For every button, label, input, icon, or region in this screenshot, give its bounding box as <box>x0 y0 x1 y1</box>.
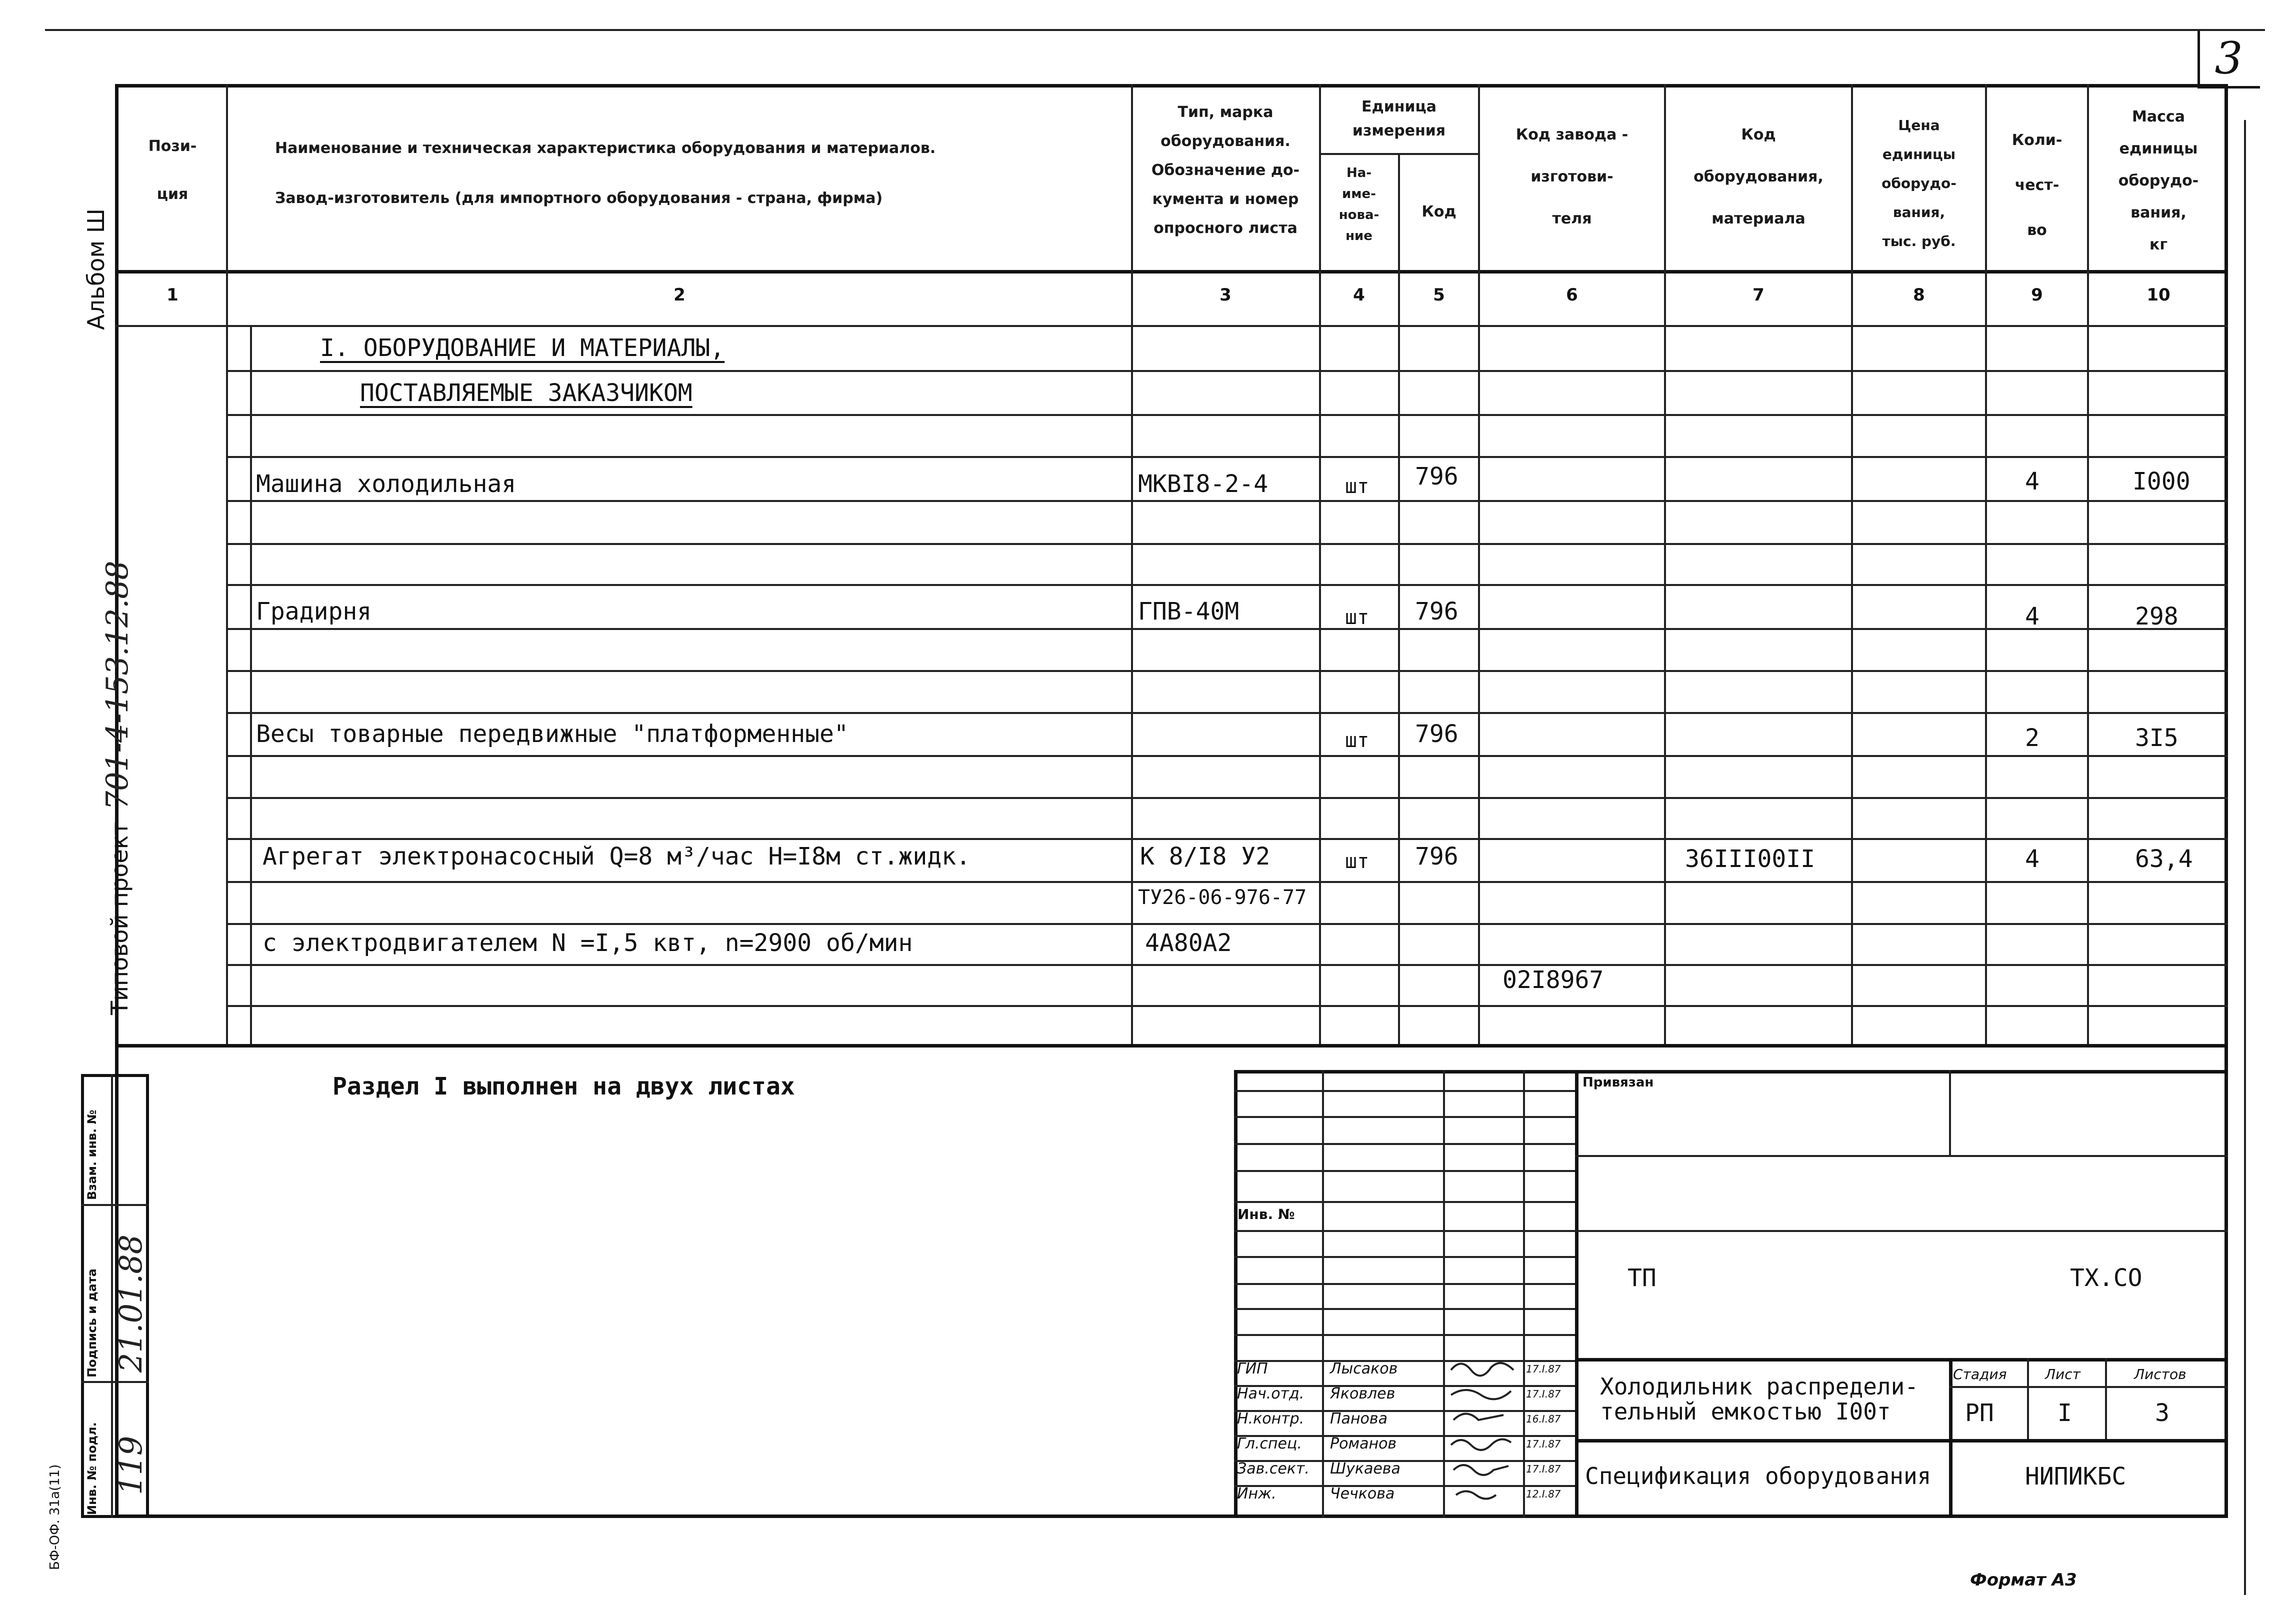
row4-type: К 8/I8 У2 <box>1140 842 1270 870</box>
table-row-line <box>226 370 2228 372</box>
row3-qty: 2 <box>2025 724 2040 752</box>
inv-row-line <box>1575 1230 2228 1232</box>
header-price: Цена единицы оборудо- вания, тыс. руб. <box>1882 117 1956 250</box>
row4-tu: ТУ26-06-976-77 <box>1138 886 1307 909</box>
stamp-title-2: тельный емкостью I00т <box>1600 1398 1891 1425</box>
row6-factory-code: 02I8967 <box>1502 966 1604 994</box>
role-1: ГИП <box>1237 1360 1268 1378</box>
stage-col-1 <box>2027 1358 2029 1439</box>
format-label: Формат А3 <box>1970 1570 2077 1590</box>
inv-podl-label: Инв. № подл. <box>85 1422 99 1515</box>
row4-qty: 4 <box>2025 845 2040 873</box>
row4-equip-code: 36III00II <box>1685 845 1816 873</box>
name-5: Шукаева <box>1330 1460 1400 1478</box>
colnum-7: 7 <box>1752 285 1764 305</box>
table-row-line <box>226 628 2228 630</box>
album-label: Альбом Ш <box>82 208 110 330</box>
table-row-line <box>226 584 2228 586</box>
table-row-line <box>226 755 2228 757</box>
row1-qty: 4 <box>2025 468 2040 496</box>
row2-qty: 4 <box>2025 602 2040 630</box>
form-code: БФ-ОФ. 31а(11) <box>48 1464 62 1570</box>
header-unit-code: Код <box>1422 203 1456 220</box>
header-qty: Коли- чест- во <box>2012 132 2062 239</box>
header-name-1: Наименование и техническая характеристика оборудования и материалов. <box>275 140 936 157</box>
privyazan-bottom <box>1575 1155 2228 1157</box>
date-4: 17.I.87 <box>1526 1438 1561 1450</box>
row2-mass: 298 <box>2135 602 2178 630</box>
stamp-title-3: Спецификация оборудования <box>1585 1462 1932 1490</box>
vzam-label: Взам. инв. № <box>85 1110 99 1200</box>
privyazan-label: Привязан <box>1582 1075 1654 1090</box>
table-row-line <box>226 881 2228 883</box>
colnum-5: 5 <box>1433 285 1445 305</box>
stage-col-2 <box>2105 1358 2107 1439</box>
colnum-9: 9 <box>2031 285 2043 305</box>
row3-mass: 3I5 <box>2135 724 2178 752</box>
table-row-line <box>226 500 2228 502</box>
stage-label: Стадия <box>1953 1366 2007 1382</box>
row3-code: 796 <box>1415 720 1458 748</box>
row2-code: 796 <box>1415 598 1458 626</box>
sheets-value: 3 <box>2155 1399 2170 1427</box>
section-title-2: ПОСТАВЛЯЕМЫЕ ЗАКАЗЧИКОМ <box>360 379 692 407</box>
colnum-bottom-line <box>115 325 2228 327</box>
row2-name: Градирня <box>256 598 372 626</box>
colnum-3: 3 <box>1220 285 1232 305</box>
row4-code: 796 <box>1415 842 1458 870</box>
row1-code: 796 <box>1415 462 1458 490</box>
row1-mass: I000 <box>2132 468 2190 496</box>
right-edge-line <box>2244 120 2246 1595</box>
stamp-row-line <box>1234 1170 1575 1172</box>
stamp-row-line <box>1234 1360 1575 1362</box>
sheet-number: 3 <box>2214 32 2243 84</box>
row4-unit: шт <box>1345 850 1370 873</box>
header-type: Тип, марка оборудования. Обозначение до- кумента и номер опросного листа <box>1151 104 1300 237</box>
date-handwritten: 21.01.88 <box>112 1234 149 1372</box>
colnum-2: 2 <box>674 285 686 305</box>
date-3: 16.I.87 <box>1526 1413 1561 1425</box>
row4-mass: 63,4 <box>2135 845 2193 873</box>
row5-motor: с электродвигателем N =I,5 квт, n=2900 об/мин <box>262 929 913 957</box>
row1-unit: шт <box>1345 475 1370 498</box>
colnum-8: 8 <box>1913 285 1925 305</box>
header-equip-code: Код оборудования, материала <box>1694 126 1824 228</box>
row3-name: Весы товарные передвижные "платформенные" <box>256 720 848 748</box>
date-2: 17.I.87 <box>1526 1388 1561 1400</box>
date-1: 17.I.87 <box>1526 1363 1561 1375</box>
header-unit-name: На- име- нова- ние <box>1338 166 1380 244</box>
table-row-line <box>226 670 2228 672</box>
sheet-label: Лист <box>2045 1366 2080 1382</box>
colnum-4: 4 <box>1353 285 1365 305</box>
stamp-row-line <box>1234 1116 1575 1118</box>
name-6: Чечкова <box>1330 1485 1395 1502</box>
left-stamp-row-2 <box>81 1381 149 1383</box>
stage-header-line <box>1949 1386 2228 1388</box>
table-row-line <box>226 712 2228 714</box>
stamp-row-line <box>1234 1230 1575 1232</box>
name-3: Панова <box>1330 1410 1388 1428</box>
row4-name: Агрегат электронасосный Q=8 м³/час Н=I8м ст.жидк. <box>262 842 971 870</box>
section-title-1: I. ОБОРУДОВАНИЕ И МАТЕРИАЛЫ, <box>320 334 725 362</box>
header-mass: Масса единицы оборудо- вания, кг <box>2118 108 2199 254</box>
header-bottom-line <box>115 270 2228 274</box>
table-row-line <box>226 797 2228 799</box>
col-line-1 <box>226 84 228 1044</box>
top-border-line <box>45 29 2265 31</box>
stage-value: РП <box>1965 1399 1994 1427</box>
signatures <box>1446 1355 1521 1515</box>
col-line-sub <box>250 325 252 1044</box>
table-row-line <box>226 838 2228 840</box>
inv-no-label: Инв. № <box>1238 1206 1295 1222</box>
section-note: Раздел I выполнен на двух листах <box>332 1072 795 1100</box>
name-1: Лысаков <box>1330 1360 1398 1378</box>
stamp-v4 <box>1575 1070 1578 1518</box>
stamp-row-line <box>1234 1143 1575 1145</box>
row2-unit: шт <box>1345 606 1370 629</box>
date-5: 17.I.87 <box>1526 1463 1561 1475</box>
header-units: Единица измерения <box>1352 98 1446 140</box>
colnum-6: 6 <box>1566 285 1578 305</box>
project-label: Типовой проект <box>106 822 133 1015</box>
stage-divider <box>1949 1358 1952 1518</box>
sheets-label: Листов <box>2134 1366 2186 1382</box>
table-row-line <box>226 543 2228 545</box>
role-2: Нач.отд. <box>1237 1385 1304 1402</box>
table-bottom-line <box>115 1044 2228 1048</box>
left-stamp-row-1 <box>81 1204 149 1206</box>
title-row-bottom <box>1575 1439 2228 1442</box>
stamp-v1 <box>1322 1070 1324 1518</box>
stamp-tp: ТП <box>1628 1264 1656 1292</box>
stamp-title-1: Холодильник распредели- <box>1600 1373 1918 1400</box>
code-row-bottom <box>1575 1358 2228 1362</box>
name-4: Романов <box>1330 1435 1397 1452</box>
stamp-row-line <box>1234 1485 1575 1487</box>
header-pos: Пози- ция <box>148 138 197 203</box>
name-2: Яковлев <box>1330 1385 1396 1402</box>
row1-name: Машина холодильная <box>256 470 516 498</box>
row1-type: МКВI8-2-4 <box>1138 470 1268 498</box>
privyazan-divider <box>1949 1070 1951 1155</box>
inv-handwritten: 119 <box>112 1436 149 1495</box>
stamp-row-line <box>1234 1334 1575 1336</box>
role-4: Гл.спец. <box>1237 1435 1302 1452</box>
row3-unit: шт <box>1345 729 1370 752</box>
table-row-line <box>226 964 2228 966</box>
role-5: Зав.сект. <box>1237 1460 1310 1478</box>
colnum-1: 1 <box>166 285 178 305</box>
org-value: НИПИКБС <box>2025 1462 2126 1490</box>
table-row-line <box>226 456 2228 458</box>
project-code: 701-4-153.12.88 <box>100 560 135 810</box>
stamp-row-line <box>1234 1308 1575 1310</box>
header-name-2: Завод-изготовитель (для импортного оборудования - страна, фирма) <box>275 190 883 207</box>
stamp-row-line <box>1234 1256 1575 1258</box>
podpis-label: Подпись и дата <box>85 1268 99 1378</box>
role-6: Инж. <box>1237 1485 1276 1502</box>
table-row-line <box>226 1005 2228 1007</box>
stamp-v3 <box>1523 1070 1525 1518</box>
row2-type: ГПВ-40М <box>1138 598 1240 626</box>
stamp-doc-code: ТХ.СО <box>2070 1264 2142 1292</box>
header-factory-code: Код завода - изготови- теля <box>1516 126 1628 228</box>
row5-motor-type: 4А80А2 <box>1145 929 1232 957</box>
table-row-line <box>226 923 2228 925</box>
stamp-row-line <box>1234 1201 1575 1203</box>
sheet-value: I <box>2058 1399 2072 1427</box>
stamp-v2 <box>1443 1070 1445 1518</box>
stamp-row-line <box>1234 1090 1575 1092</box>
colnum-10: 10 <box>2146 285 2170 305</box>
date-6: 12.I.87 <box>1526 1488 1561 1500</box>
stamp-row-line <box>1234 1283 1575 1285</box>
role-3: Н.контр. <box>1237 1410 1304 1428</box>
table-row-line <box>226 414 2228 416</box>
